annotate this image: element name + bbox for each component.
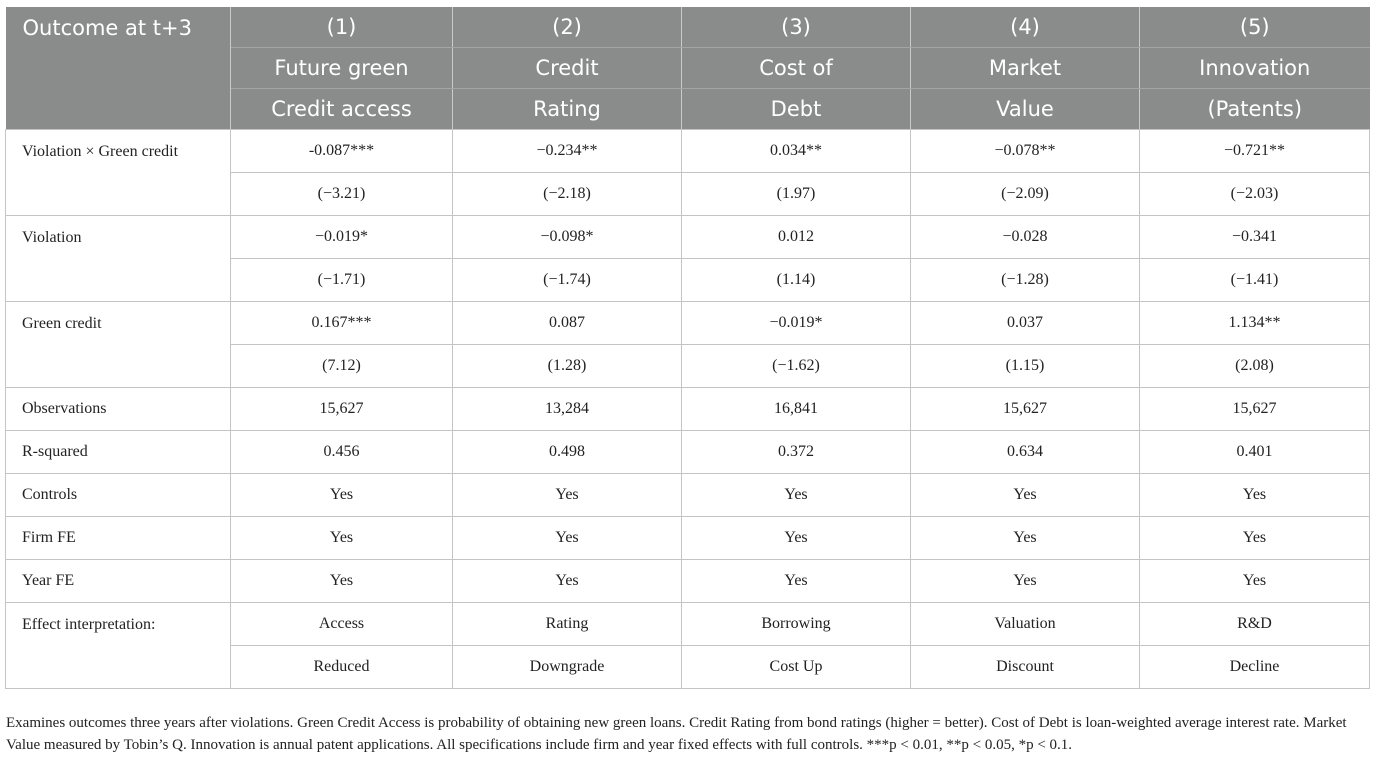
table-cell: Yes: [911, 517, 1140, 560]
coefficient-cell: 0.167***: [231, 302, 453, 345]
column-number: (3): [682, 7, 911, 48]
coefficient-cell: 0.034**: [682, 130, 911, 173]
table-footnote: Examines outcomes three years after violations. Green Credit Access is probability of obtaining new green loans. Credit Rating from bond ratings (higher = better). Cost of Debt is loan-weighted average interest rate. Market Value measured by Tobin’s Q. Innovation is annual patent applications. All specifications include firm and year fixed effects with full controls. ***p < 0.01, **p < 0.05, *p < 0.1.: [6, 715, 1347, 753]
column-number: (5): [1140, 7, 1370, 48]
coefficient-cell: −0.341: [1140, 216, 1370, 259]
row-label: Effect interpretation:: [6, 603, 231, 689]
coefficient-cell: −0.028: [911, 216, 1140, 259]
table-row: [6, 302, 1370, 345]
column-number: (1): [231, 7, 453, 48]
table-cell: Yes: [911, 560, 1140, 603]
row-label: Violation: [6, 216, 231, 302]
coefficient-cell: −0.721**: [1140, 130, 1370, 173]
table-cell: Yes: [682, 560, 911, 603]
row-label: Observations: [6, 388, 231, 431]
interpretation-cell: Decline: [1140, 646, 1370, 689]
column-title-line1: Future green: [231, 48, 453, 89]
t-statistic-cell: (−2.18): [453, 173, 682, 216]
t-statistic-cell: (1.14): [682, 259, 911, 302]
t-statistic-cell: (1.15): [911, 345, 1140, 388]
coefficient-cell: −0.019*: [682, 302, 911, 345]
interpretation-cell: Cost Up: [682, 646, 911, 689]
coefficient-cell: −0.098*: [453, 216, 682, 259]
row-label: Firm FE: [6, 517, 231, 560]
column-title-line2: Value: [911, 89, 1140, 130]
t-statistic-cell: (−1.41): [1140, 259, 1370, 302]
column-title-line2: (Patents): [1140, 89, 1370, 130]
column-title-line1: Credit: [453, 48, 682, 89]
table-cell: Yes: [231, 517, 453, 560]
t-statistic-cell: (−2.03): [1140, 173, 1370, 216]
table-row: [6, 603, 1370, 646]
table-row: [6, 474, 1370, 517]
interpretation-cell: Rating: [453, 603, 682, 646]
table-cell: Yes: [1140, 474, 1370, 517]
row-label: Violation × Green credit: [6, 130, 231, 216]
column-number: (4): [911, 7, 1140, 48]
table-row: [6, 560, 1370, 603]
table-cell: 15,627: [1140, 388, 1370, 431]
table-row: [6, 388, 1370, 431]
t-statistic-cell: (2.08): [1140, 345, 1370, 388]
coefficient-cell: −0.234**: [453, 130, 682, 173]
header-corner-label: Outcome at t+3: [6, 7, 231, 130]
table-row: [6, 517, 1370, 560]
interpretation-cell: Access: [231, 603, 453, 646]
column-title-line1: Cost of: [682, 48, 911, 89]
coefficient-cell: 1.134**: [1140, 302, 1370, 345]
table-row: [6, 431, 1370, 474]
table-cell: Yes: [682, 517, 911, 560]
table-cell: Yes: [1140, 560, 1370, 603]
coefficient-cell: -0.087***: [231, 130, 453, 173]
coefficient-cell: −0.019*: [231, 216, 453, 259]
column-title-line2: Rating: [453, 89, 682, 130]
interpretation-cell: R&D: [1140, 603, 1370, 646]
results-table-container: [5, 7, 1369, 689]
table-cell: Yes: [453, 560, 682, 603]
column-title-line2: Debt: [682, 89, 911, 130]
table-cell: 15,627: [911, 388, 1140, 431]
table-cell: Yes: [453, 517, 682, 560]
table-cell: Yes: [1140, 517, 1370, 560]
table-cell: Yes: [231, 560, 453, 603]
interpretation-cell: Reduced: [231, 646, 453, 689]
t-statistic-cell: (−3.21): [231, 173, 453, 216]
interpretation-cell: Valuation: [911, 603, 1140, 646]
t-statistic-cell: (1.28): [453, 345, 682, 388]
column-title-line1: Innovation: [1140, 48, 1370, 89]
row-label: Green credit: [6, 302, 231, 388]
table-header: [6, 7, 1370, 130]
header-row-numbers: [6, 7, 1370, 48]
table-cell: 15,627: [231, 388, 453, 431]
t-statistic-cell: (−1.71): [231, 259, 453, 302]
table-cell: 0.372: [682, 431, 911, 474]
table-cell: 16,841: [682, 388, 911, 431]
column-title-line1: Market: [911, 48, 1140, 89]
table-cell: 0.456: [231, 431, 453, 474]
interpretation-cell: Downgrade: [453, 646, 682, 689]
table-cell: Yes: [231, 474, 453, 517]
t-statistic-cell: (−1.28): [911, 259, 1140, 302]
table-cell: Yes: [911, 474, 1140, 517]
t-statistic-cell: (−2.09): [911, 173, 1140, 216]
row-label: Year FE: [6, 560, 231, 603]
column-title-line2: Credit access: [231, 89, 453, 130]
table-cell: 0.634: [911, 431, 1140, 474]
t-statistic-cell: (1.97): [682, 173, 911, 216]
table-body: [6, 130, 1370, 689]
interpretation-cell: Discount: [911, 646, 1140, 689]
table-cell: 13,284: [453, 388, 682, 431]
row-label: Controls: [6, 474, 231, 517]
table-row: [6, 216, 1370, 259]
results-table: [5, 7, 1370, 689]
table-cell: Yes: [682, 474, 911, 517]
table-cell: 0.498: [453, 431, 682, 474]
table-cell: 0.401: [1140, 431, 1370, 474]
interpretation-cell: Borrowing: [682, 603, 911, 646]
coefficient-cell: −0.078**: [911, 130, 1140, 173]
t-statistic-cell: (−1.62): [682, 345, 911, 388]
coefficient-cell: 0.087: [453, 302, 682, 345]
table-cell: Yes: [453, 474, 682, 517]
t-statistic-cell: (−1.74): [453, 259, 682, 302]
t-statistic-cell: (7.12): [231, 345, 453, 388]
table-row: [6, 130, 1370, 173]
coefficient-cell: 0.037: [911, 302, 1140, 345]
row-label: R-squared: [6, 431, 231, 474]
coefficient-cell: 0.012: [682, 216, 911, 259]
column-number: (2): [453, 7, 682, 48]
